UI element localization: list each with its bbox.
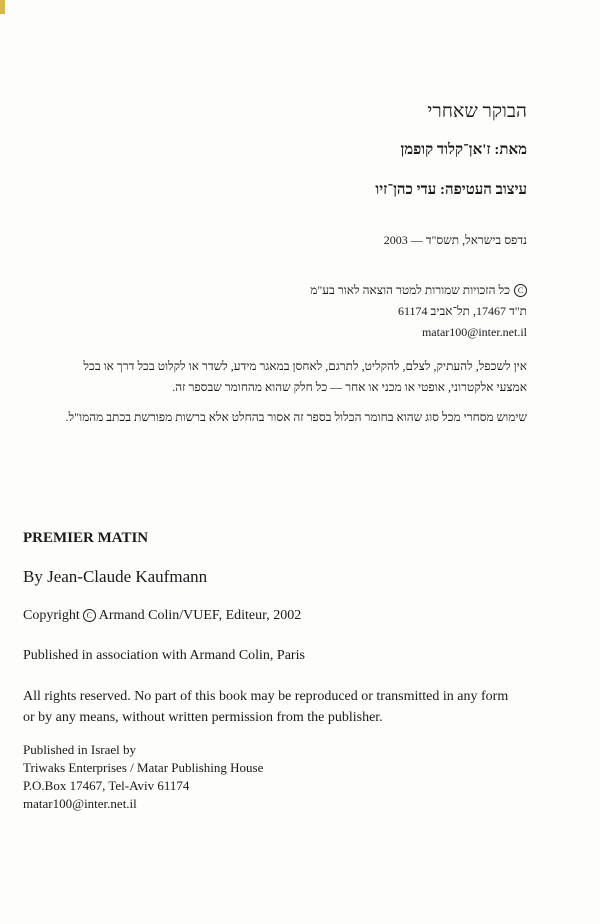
hebrew-notice-line-2: אמצעי אלקטרוני, אופטי או מכני או אחר — כל חלק שהוא מהחומר שבספר זה.: [172, 380, 527, 394]
publisher-line-2: Triwaks Enterprises / Matar Publishing House: [23, 760, 264, 775]
english-copyright-line: [23, 608, 301, 624]
hebrew-printed-line: נדפס בישראל, תשס"ד — 2003: [383, 233, 527, 247]
hebrew-cover-design: עיצוב העטיפה: עדי כהן־זיו: [375, 182, 527, 198]
hebrew-rights-block: [310, 280, 527, 343]
hebrew-book-title: הבוקר שאחרי: [427, 101, 527, 122]
hebrew-commercial-notice: שימוש מסחרי מכל סוג שהוא בחומר הכלול בספר זה אסור בהחלט אלא ברשות מפורשת בכתב מהמו"ל.: [65, 410, 527, 424]
hebrew-reproduction-notice: [20, 356, 527, 398]
english-association-line: Published in association with Armand Colin, Paris: [23, 648, 305, 663]
publisher-line-3: P.O.Box 17467, Tel-Aviv 61174: [23, 778, 190, 793]
hebrew-notice-line-1: אין לשכפל, להעתיק, לצלם, להקליט, לתרגם, לאחסן במאגר מידע, לשדר או לקלוט בכל דרך או בכל: [83, 359, 527, 373]
hebrew-rights-text: כל הזכויות שמורות למטר הוצאה לאור בע"מ: [310, 283, 510, 297]
hebrew-author: מאת: ז'אן־קלוד קופמן: [400, 142, 527, 158]
english-rights-notice: All rights reserved. No part of this book may be reproduced or transmitted in any form or by any means, without written permission from the publisher.: [23, 689, 509, 725]
publisher-line-1: Published in Israel by: [23, 742, 137, 757]
copyright-prefix: Copyright: [23, 608, 80, 623]
hebrew-rights-line: [310, 280, 527, 301]
hebrew-address-line: ת"ד 17467, תל־אביב 61174: [397, 304, 527, 318]
english-author: By Jean-Claude Kaufmann: [23, 567, 208, 586]
copyright-holder: Armand Colin/VUEF, Editeur, 2002: [98, 608, 302, 623]
copyright-icon: C: [514, 284, 527, 297]
page-edge-mark: [0, 0, 5, 14]
english-publisher-block: [23, 741, 263, 813]
english-book-title: PREMIER MATIN: [23, 530, 149, 546]
publisher-email: matar100@inter.net.il: [23, 796, 137, 811]
copyright-icon: C: [83, 609, 96, 622]
hebrew-email: matar100@inter.net.il: [421, 325, 527, 339]
